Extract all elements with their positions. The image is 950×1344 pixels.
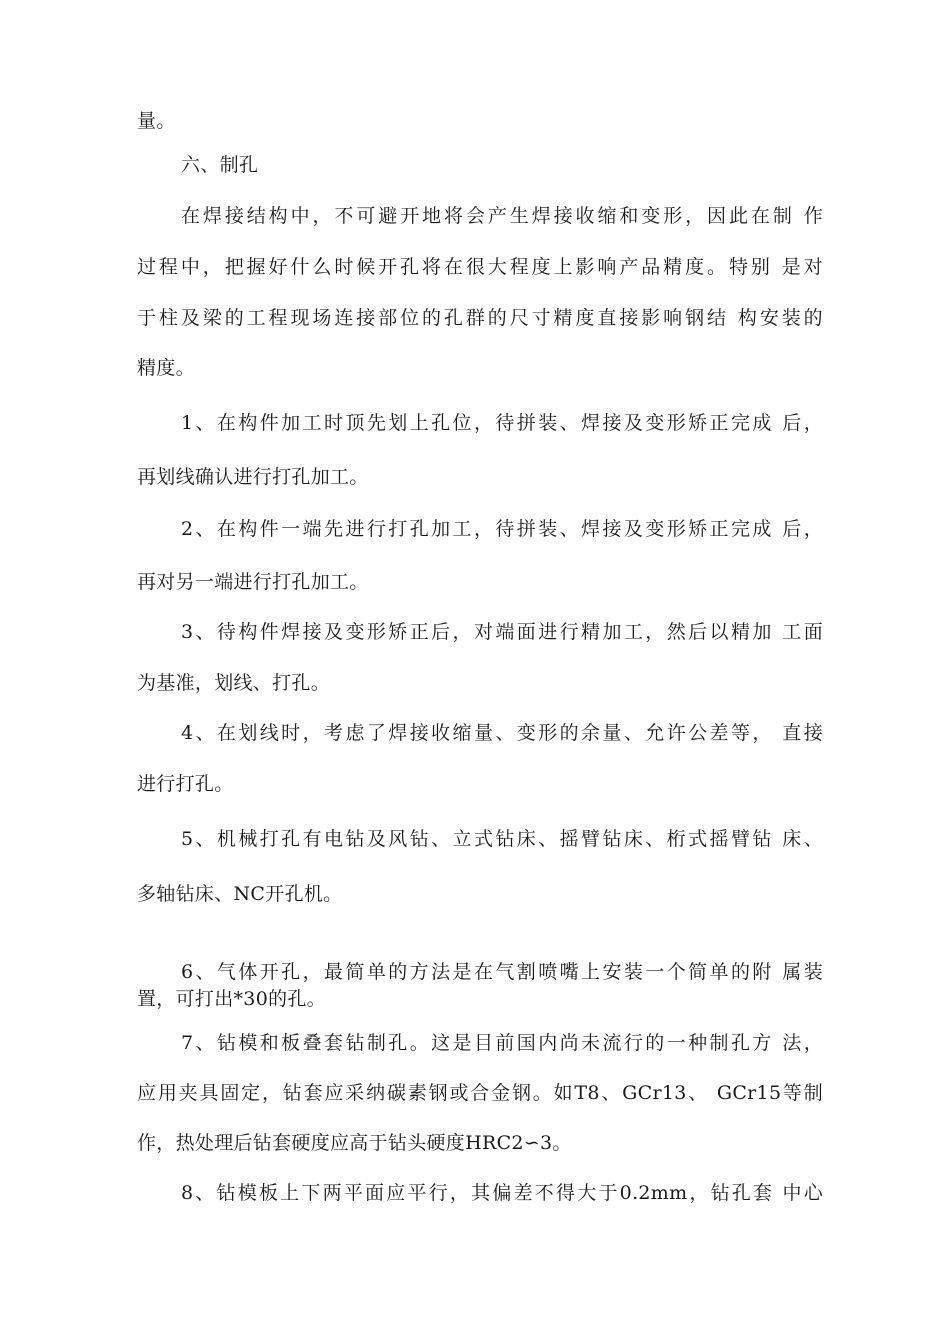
text-line: 置，可打出*30的孔。: [137, 988, 326, 1010]
section-heading: 六、制孔: [181, 154, 259, 176]
text-line: 再划线确认进行打孔加工。: [137, 466, 369, 488]
text-line: 量。: [137, 110, 176, 132]
text-line: 7、钻模和板叠套钻制孔。这是目前国内尚未流行的一种制孔方 法，: [181, 1032, 823, 1054]
text-line: 过程中，把握好什么时候开孔将在很大程度上影响产品精度。特别 是对: [137, 256, 823, 278]
text-line: 4、在划线时，考虑了焊接收缩量、变形的余量、允许公差等， 直接: [181, 722, 823, 744]
text-line: 作，热处理后钻套硬度应高于钻头硬度HRC2∽3。: [137, 1132, 572, 1154]
text-line: 为基准，划线、打孔。: [137, 672, 331, 694]
text-line: 应用夹具固定，钻套应采纳碳素钢或合金钢。如T8、GCr13、 GCr15等制: [137, 1082, 823, 1104]
text-line: 3、待构件焊接及变形矫正后，对端面进行精加工，然后以精加 工面: [181, 621, 823, 643]
text-line: 再对另一端进行打孔加工。: [137, 571, 369, 593]
text-line: 在焊接结构中，不可避开地将会产生焊接收缩和变形，因此在制 作: [181, 205, 823, 227]
text-line: 进行打孔。: [137, 773, 234, 795]
text-line: 1、在构件加工时顶先划上孔位，待拼装、焊接及变形矫正完成 后，: [181, 412, 823, 434]
text-line: 于柱及梁的工程现场连接部位的孔群的尺寸精度直接影响钢结 构安装的: [137, 307, 823, 329]
text-line: 精度。: [137, 357, 195, 379]
text-line: 8、钻模板上下两平面应平行，其偏差不得大于0.2mm，钻孔套 中心: [181, 1182, 823, 1204]
text-line: 多轴钻床、NC开孔机。: [137, 883, 343, 905]
text-line: 2、在构件一端先进行打孔加工，待拼装、焊接及变形矫正完成 后，: [181, 518, 823, 540]
text-line: 5、机械打孔有电钻及风钻、立式钻床、摇臂钻床、桁式摇臂钻 床、: [181, 828, 823, 850]
text-line: 6、气体开孔，最简单的方法是在气割喷嘴上安装一个简单的附 属装: [181, 961, 823, 983]
